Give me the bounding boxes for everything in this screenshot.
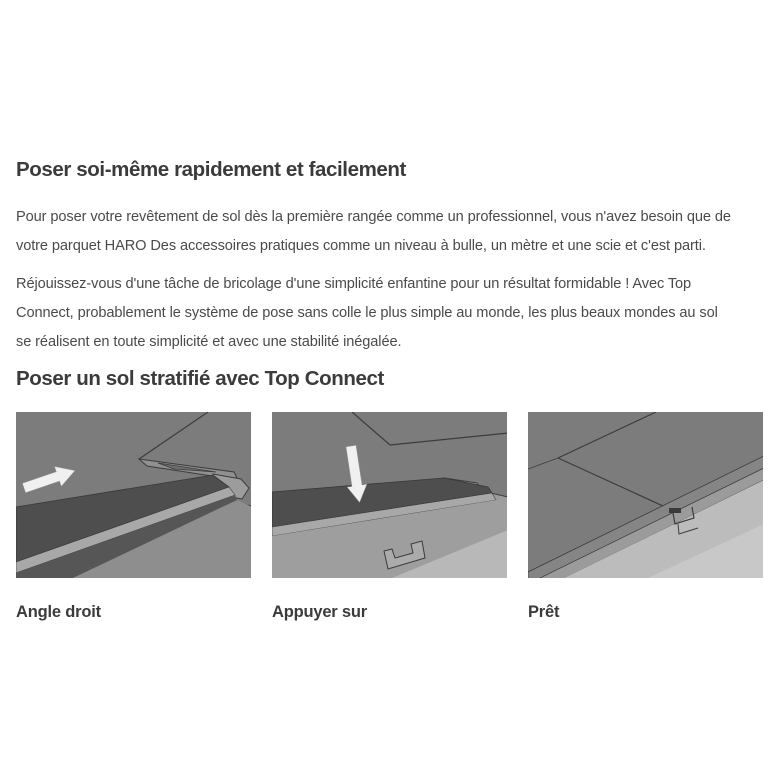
text-line: Réjouissez-vous d'une tâche de bricolage d'une simplicité enfantine pour un résultat formidable ! Avec Top <box>16 276 692 292</box>
installation-steps <box>16 412 764 623</box>
step-angle-droit <box>16 412 251 623</box>
plank-insert-angled-arrow-right-icon <box>16 412 251 578</box>
step-appuyer-sur <box>272 412 507 623</box>
paragraph-intro <box>16 203 764 261</box>
section-heading-diy: Poser soi-même rapidement et facilement <box>16 158 406 181</box>
plank-press-arrow-down-icon <box>272 412 507 578</box>
text-line: se réalisent en toute simplicité et avec une stabilité inégalée. <box>16 334 402 350</box>
step-caption-angle-droit: Angle droit <box>16 603 101 621</box>
text-line: Pour poser votre revêtement de sol dès la première rangée comme un professionnel, vous n'avez besoin que de <box>16 209 731 225</box>
text-line: Connect, probablement le système de pose sans colle le plus simple au monde, les plus beaux mondes au sol <box>16 305 718 321</box>
floor-finished-icon <box>528 412 763 578</box>
step-pret <box>528 412 763 623</box>
step-caption-appuyer-sur: Appuyer sur <box>272 603 367 621</box>
section-heading-laminate: Poser un sol stratifié avec Top Connect <box>16 367 384 390</box>
paragraph-topconnect <box>16 270 764 357</box>
step-caption-pret: Prêt <box>528 603 560 621</box>
text-line: votre parquet HARO Des accessoires pratiques comme un niveau à bulle, un mètre et une scie et c'est parti. <box>16 238 706 254</box>
